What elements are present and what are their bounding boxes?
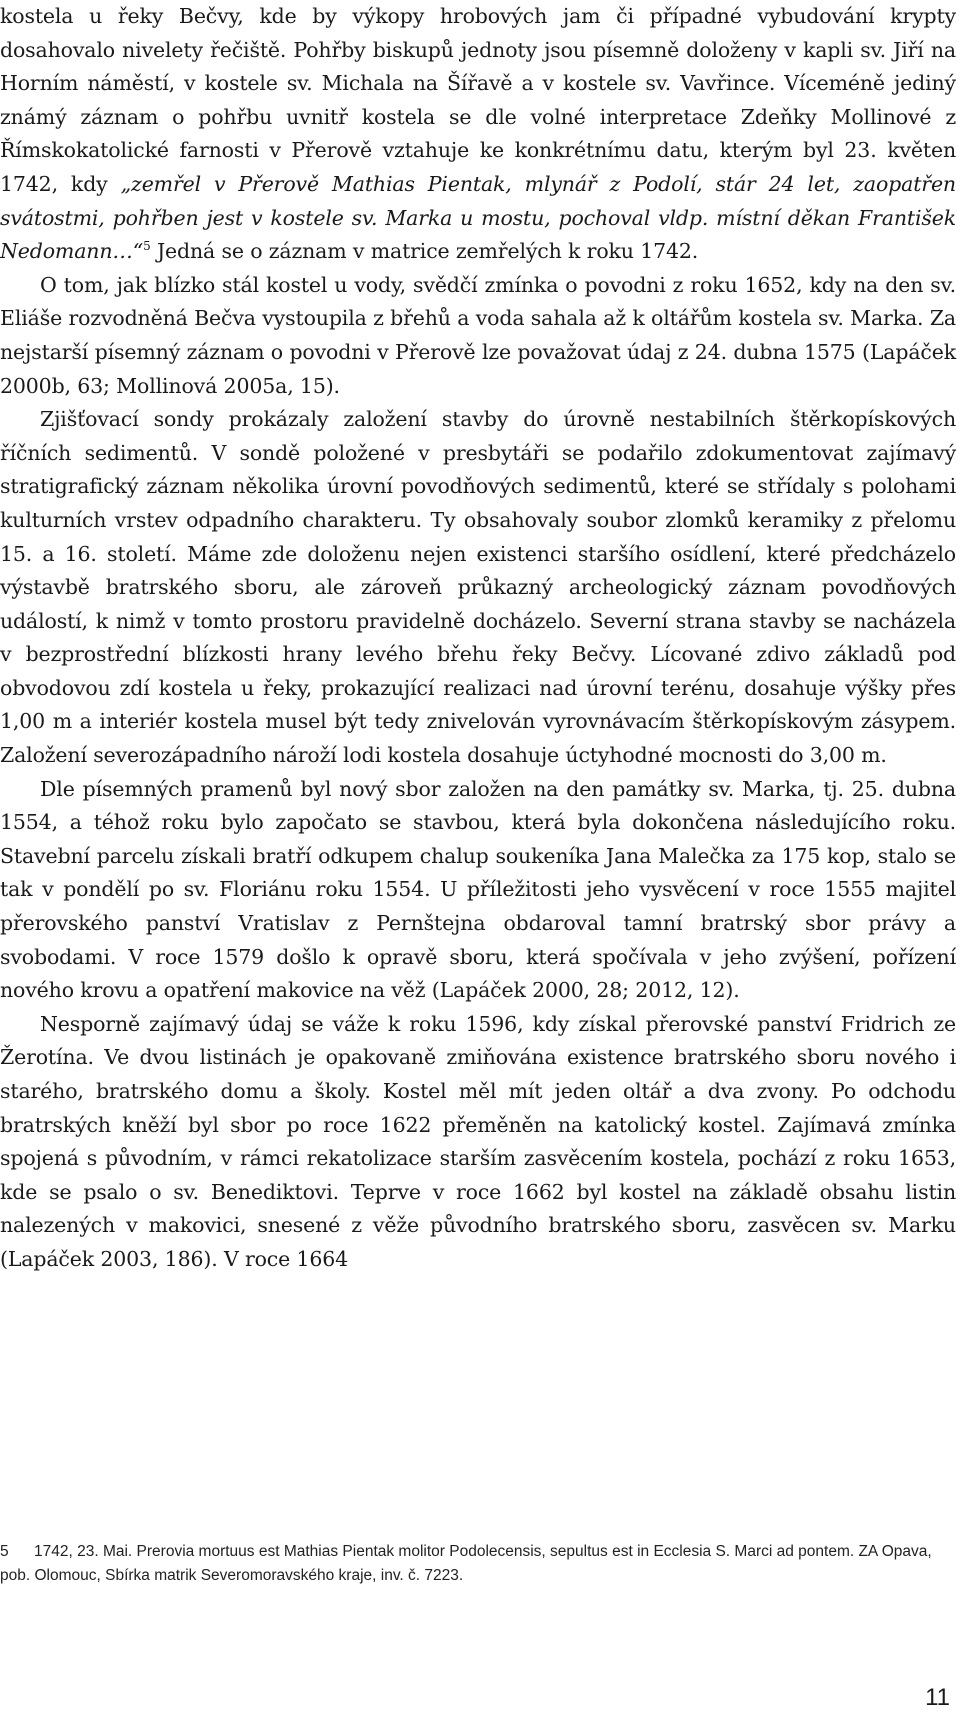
footnote-reference: 5 [143,239,151,254]
footnote-text: 1742, 23. Mai. Prerovia mortuus est Mathias Pientak molitor Podolecensis, sepultus est in Ecclesia S. Marci ad pontem. ZA Opava, pob. Olomouc, Sbírka matrik Severomoravského kraje, inv. č. 7223. [0,1543,932,1584]
paragraph-text: Zjišťovací sondy prokázaly založení stavby do úrovně nestabilních štěrkopískových říčních sedimentů. V sondě položené v presbytáři se podařilo zdokumentovat zajímavý stratigrafický záznam několika úrovní povodňových sedimentů, které se střídaly s polohami kulturních vrstev odpadního charakteru. Ty obsahovaly soubor zlomků keramiky z přelomu 15. a 16. století. Máme zde doloženu nejen existenci staršího osídlení, které předcházelo výstavbě bratrského sboru, ale zároveň průkazný archeologický záznam povodňových událostí, k nimž v tomto prostoru pravidelně docházelo. Severní strana stavby se nacházela v bezprostřední blízkosti hrany levého břehu řeky Bečvy. Lícované zdivo základů pod obvodovou zdí kostela u řeky, prokazující realizaci nad úrovní terénu, dosahuje výšky přes 1,00 m a interiér kostela musel být tedy znivelován vyrovnávacím štěrkopískovým zásypem. Založení severozápadního nároží lodi kostela dosahuje úctyhodné mocnosti do 3,00 m. [0,407,956,768]
paragraph-text: Jedná se o záznam v matrice zemřelých k roku 1742. [150,239,699,264]
paragraph [0,1008,956,1277]
paragraph [0,269,956,403]
page-number: 11 [925,1684,950,1711]
footnote [0,1540,956,1588]
paragraph-text: Dle písemných pramenů byl nový sbor založen na den památky sv. Marka, tj. 25. dubna 1554, a téhož roku bylo započato se stavbou, která byla dokončena následujícího roku. Stavební parcelu získali bratří odkupem chalup soukeníka Jana Malečka za 175 kop, stalo se tak v pondělí po sv. Floriánu roku 1554. U příležitosti jeho vysvěcení v roce 1555 majitel přerovského panství Vratislav z Pernštejna obdaroval tamní bratrský sbor právy a svobodami. V roce 1579 došlo k opravě sboru, která spočívala v jeho zvýšení, pořízení nového krovu a opatření makovice na věž (Lapáček 2000, 28; 2012, 12). [0,776,956,1003]
footnote-number: 5 [0,1543,9,1560]
paragraph-text: O tom, jak blízko stál kostel u vody, svědčí zmínka o povodni z roku 1652, kdy na den sv. Eliáše rozvodněná Bečva vystoupila z břehů a voda sahala až k oltářům kostela sv. Marka. Za nejstarší písemný záznam o povodni v Přerově lze považovat údaj z 24. dubna 1575 (Lapáček 2000b, 63; Mollinová 2005a, 15). [0,272,956,398]
paragraph-text: Nesporně zajímavý údaj se váže k roku 1596, kdy získal přerovské panství Fridrich ze Žerotína. Ve dvou listinách je opakovaně zmiňována existence bratrského sboru nového i starého, bratrského domu a školy. Kostel měl mít jeden oltář a dva zvony. Po odchodu bratrských kněží byl sbor po roce 1622 přeměněn na katolický kostel. Zajímavá zmínka spojená s původním, v rámci rekatolizace starším zasvěcením kostela, pochází z roku 1653, kde se psalo o sv. Benediktovi. Teprve v roce 1662 byl kostel na základě obsahu listin nalezených v makovici, snesené z věže původního bratrského sboru, zasvěcen sv. Marku (Lapáček 2003, 186). V roce 1664 [0,1011,956,1271]
paragraph [0,403,956,773]
paragraph [0,0,956,269]
quoted-record: „zemřel v Přerově Mathias Pientak, mlynář z Podolí, stár 24 let, zaopatřen svátostmi, pohřben jest v kostele sv. Marka u mostu, pochoval vldp. místní děkan František Nedomann…“ [0,171,956,264]
paragraph [0,773,956,1008]
paragraph-text: kostela u řeky Bečvy, kde by výkopy hrobových jam či případné vybudování krypty dosahovalo nivelety řečiště. Pohřby biskupů jednoty jsou písemně doloženy v kapli sv. Jiří na Horním náměstí, v kostele sv. Michala na Šířavě a v kostele sv. Vavřince. Víceméně jediný známý záznam o pohřbu uvnitř kostela se dle volné interpretace Zdeňky Mollinové z Římskokatolické farnosti v Přerově vztahuje ke konkrétnímu datu, kterým byl 23. květen 1742, kdy [0,4,956,196]
